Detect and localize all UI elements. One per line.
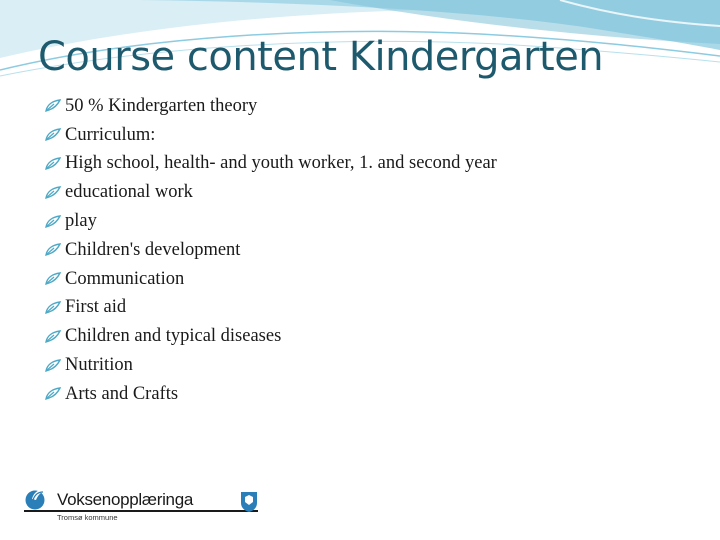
bullet-text: Curriculum:: [65, 124, 156, 145]
bullet-list: [44, 92, 497, 409]
bullet-text: educational work: [65, 182, 193, 203]
bullet-text: Children's development: [65, 239, 241, 260]
feather-bullet-icon: [44, 243, 62, 257]
logo-subtitle: Tromsø kommune: [57, 513, 118, 522]
bullet-item: [44, 92, 497, 121]
logo-name: Voksenopplæringa: [57, 490, 194, 509]
bullet-item: [44, 380, 497, 409]
bullet-text: Communication: [65, 268, 185, 289]
feather-bullet-icon: [44, 99, 62, 113]
bullet-text: First aid: [65, 297, 127, 318]
bullet-text: High school, health- and youth worker, 1. and second year: [65, 153, 497, 174]
bullet-item: [44, 150, 497, 179]
feather-bullet-icon: [44, 157, 62, 171]
feather-bullet-icon: [44, 186, 62, 200]
feather-bullet-icon: [44, 387, 62, 401]
feather-bullet-icon: [44, 128, 62, 142]
feather-bullet-icon: [44, 301, 62, 315]
feather-bullet-icon: [44, 359, 62, 373]
feather-bullet-icon: [44, 215, 62, 229]
bullet-text: Children and typical diseases: [65, 326, 282, 347]
slide-title: Course content Kindergarten: [38, 34, 604, 80]
feather-bullet-icon: [44, 272, 62, 286]
bullet-item: [44, 294, 497, 323]
bullet-item: [44, 351, 497, 380]
bullet-item: [44, 236, 497, 265]
bullet-text: 50 % Kindergarten theory: [65, 95, 258, 116]
bullet-text: Nutrition: [65, 355, 133, 376]
tromso-crest-icon: [240, 491, 258, 513]
bullet-item: [44, 178, 497, 207]
bullet-text: Arts and Crafts: [65, 383, 179, 404]
voksenopplaeringa-emblem-icon: [24, 488, 48, 510]
logo-underline: [24, 510, 258, 512]
bullet-item: [44, 207, 497, 236]
bullet-item: [44, 322, 497, 351]
voksenopplaeringa-logo: [24, 488, 260, 528]
feather-bullet-icon: [44, 330, 62, 344]
bullet-item: [44, 265, 497, 294]
bullet-item: [44, 121, 497, 150]
bullet-text: play: [65, 211, 97, 232]
